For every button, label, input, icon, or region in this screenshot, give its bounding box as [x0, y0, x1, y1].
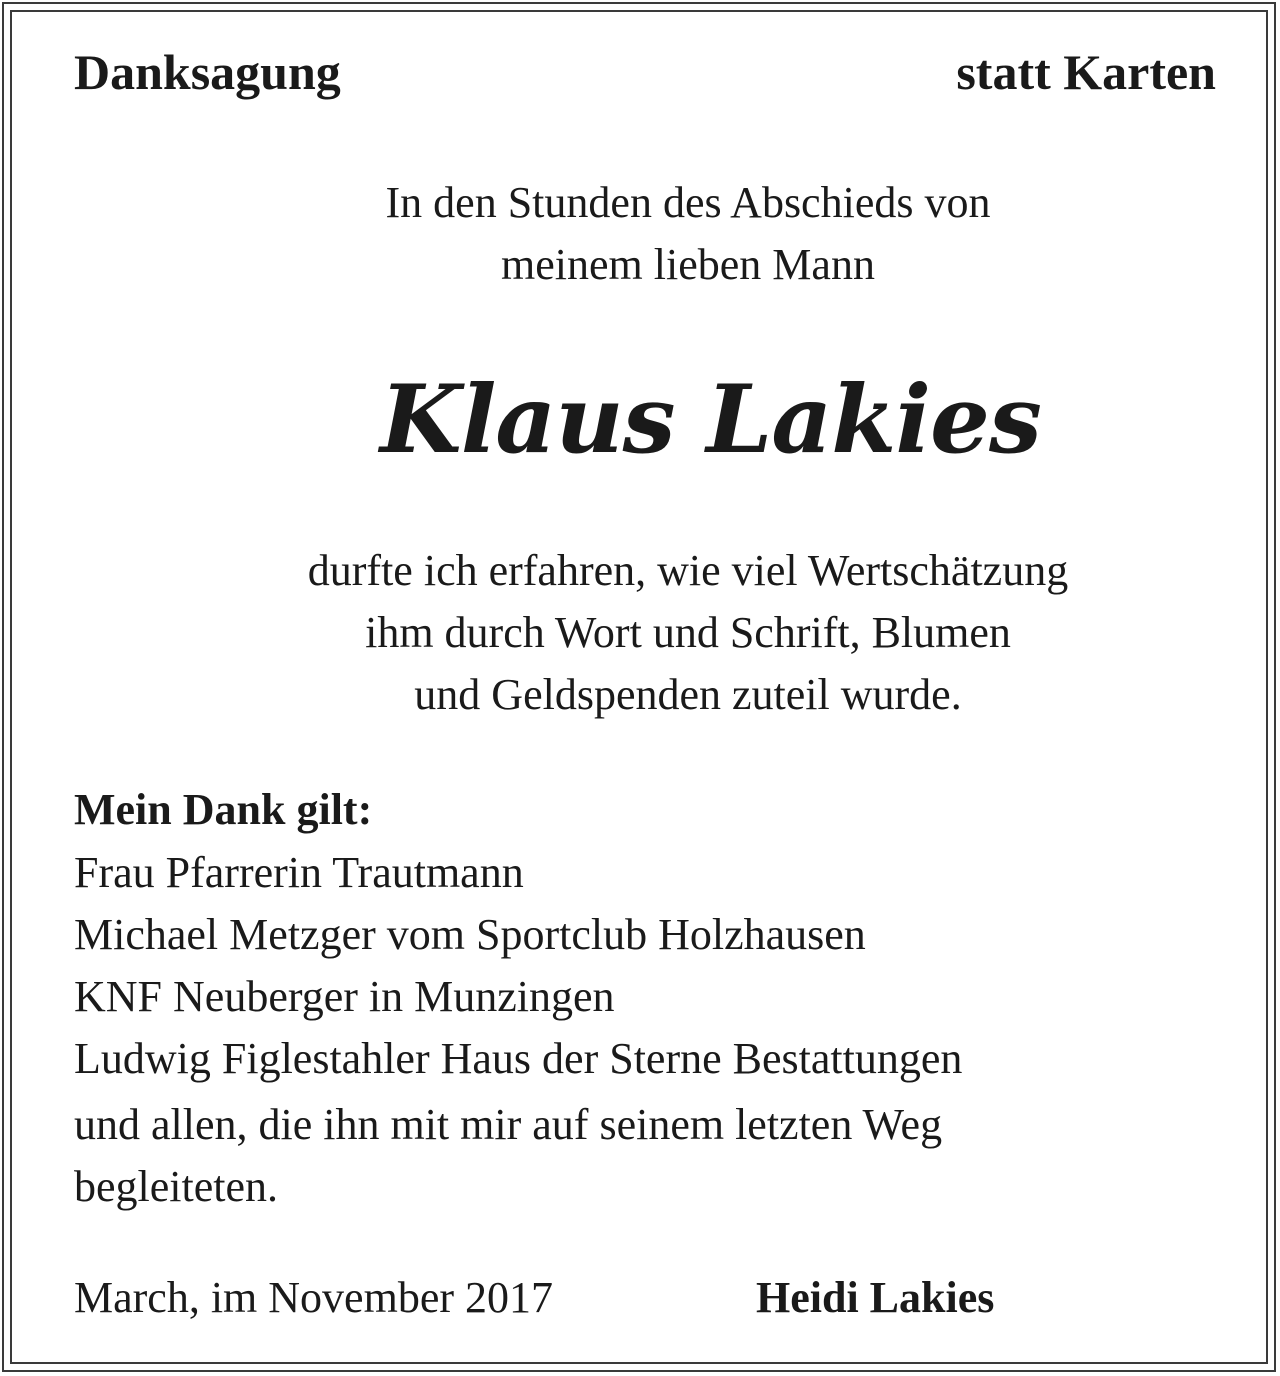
intro-line: In den Stunden des Abschieds von [385, 178, 991, 227]
thanks-closing [74, 1094, 942, 1218]
thanks-item: Ludwig Figlestahler Haus der Sterne Bestattungen [74, 1034, 963, 1083]
intro-text [300, 172, 1076, 296]
place-date: March, im November 2017 [74, 1273, 553, 1322]
signature: Heidi Lakies [756, 1273, 995, 1322]
closing-line: begleiteten. [74, 1162, 279, 1211]
thanks-item: Michael Metzger vom Sportclub Holzhausen [74, 910, 866, 959]
thanks-item: Frau Pfarrerin Trautmann [74, 848, 524, 897]
header-note: statt Karten [956, 44, 1216, 100]
thanks-heading: Mein Dank gilt: [74, 785, 373, 834]
thanks-item: KNF Neuberger in Munzingen [74, 972, 615, 1021]
gratitude-line: ihm durch Wort und Schrift, Blumen [365, 608, 1011, 657]
closing-line: und allen, die ihn mit mir auf seinem letzten Weg [74, 1100, 943, 1149]
deceased-name: Klaus Lakies [380, 365, 1041, 475]
intro-line: meinem lieben Mann [501, 240, 875, 289]
gratitude-line: und Geldspenden zuteil wurde. [414, 670, 962, 719]
gratitude-text [200, 540, 1176, 726]
gratitude-line: durfte ich erfahren, wie viel Wertschätzung [307, 546, 1069, 595]
header-title: Danksagung [74, 44, 341, 100]
thanks-list [74, 842, 962, 1090]
